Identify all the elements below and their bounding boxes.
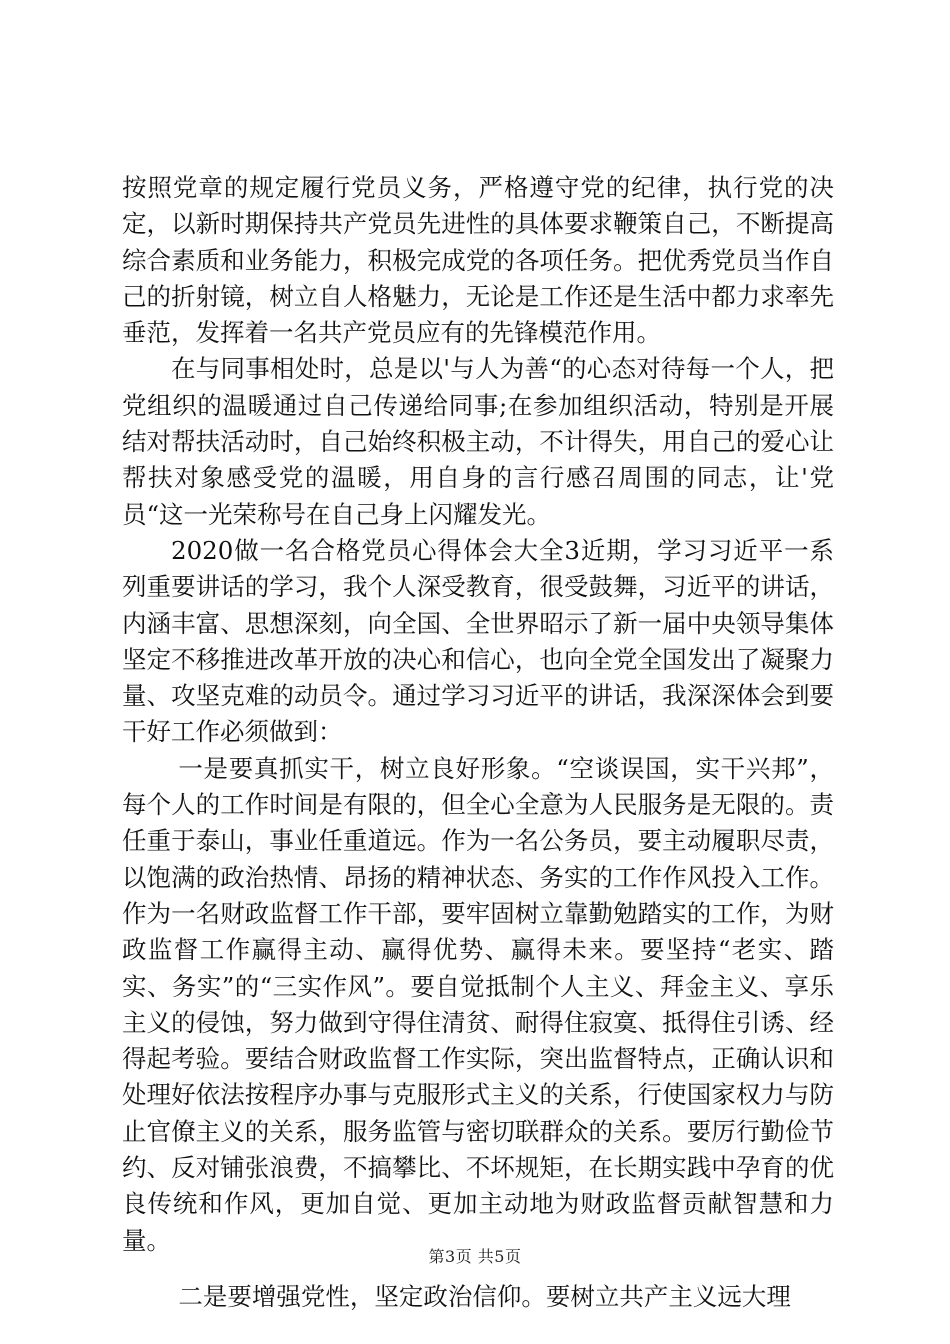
paragraph-study-speech: 2020做一名合格党员心得体会大全3近期，学习习近平一系列重要讲话的学习，我个人深受教育，很受鼓舞，习近平的讲话，内涵丰富、思想深刻，向全国、全世界昭示了新一届中央领导集体坚定不移推进改革开放的决心和信心，也向全党全国发出了凝聚力量、攻坚克难的动员令。通过学习习近平的讲话，我深深体会到要干好工作必须做到： — [122, 535, 834, 747]
page-number-footer: 第3页 共5页 — [428, 1247, 522, 1266]
paragraph-point-one: 一是要真抓实干，树立良好形象。“空谈误国，实干兴邦”，每个人的工作时间是有限的，但全心全意为人民服务是无限的。责任重于泰山，事业任重道远。作为一名公务员，要主动履职尽责，以饱满的政治热情、昂扬的精神状态、务实的工作作风投入工作。作为一名财政监督工作干部，要牢固树立靠勤勉踏实的工作，为财政监督工作赢得主动、赢得优势、赢得未来。要坚持“老实、踏实、务实”的“三实作风”。要自觉抵制个人主义、拜金主义、享乐主义的侵蚀，努力做到守得住清贫、耐得住寂寞、抵得住引诱、经得起考验。要结合财政监督工作实际，突出监督特点，正确认识和处理好依法按程序办事与克服形式主义的关系，行使国家权力与防止官僚主义的关系，服务监管与密切联群众的关系。要厉行勤俭节约、反对铺张浪费，不搞攀比、不坏规矩，在长期实践中孕育的优良传统和作风，更加自觉、更加主动地为财政监督贡献智慧和力量。 — [122, 753, 834, 1255]
paragraph-point-two: 二是要增强党性，坚定政治信仰。要树立共产主义远大理 — [178, 1281, 791, 1311]
paragraph-party-duties: 按照党章的规定履行党员义务，严格遵守党的纪律，执行党的决定，以新时期保持共产党员先进性的具体要求鞭策自己，不断提高综合素质和业务能力，积极完成党的各项任务。把优秀党员当作自己的折射镜，树立自人格魅力，无论是工作还是生活中都力求率先垂范，发挥着一名共产党员应有的先锋模范作用。 — [122, 173, 834, 348]
paragraph-colleagues: 在与同事相处时，总是以'与人为善“的心态对待每一个人，把党组织的温暖通过自己传递给同事;在参加组织活动，特别是开展结对帮扶活动时，自己始终积极主动，不计得失，用自己的爱心让帮扶对象感受党的温暖，用自身的言行感召周围的同志，让'党员“这一光荣称号在自己身上闪耀发光。 — [122, 354, 834, 529]
body-text — [122, 170, 834, 1315]
